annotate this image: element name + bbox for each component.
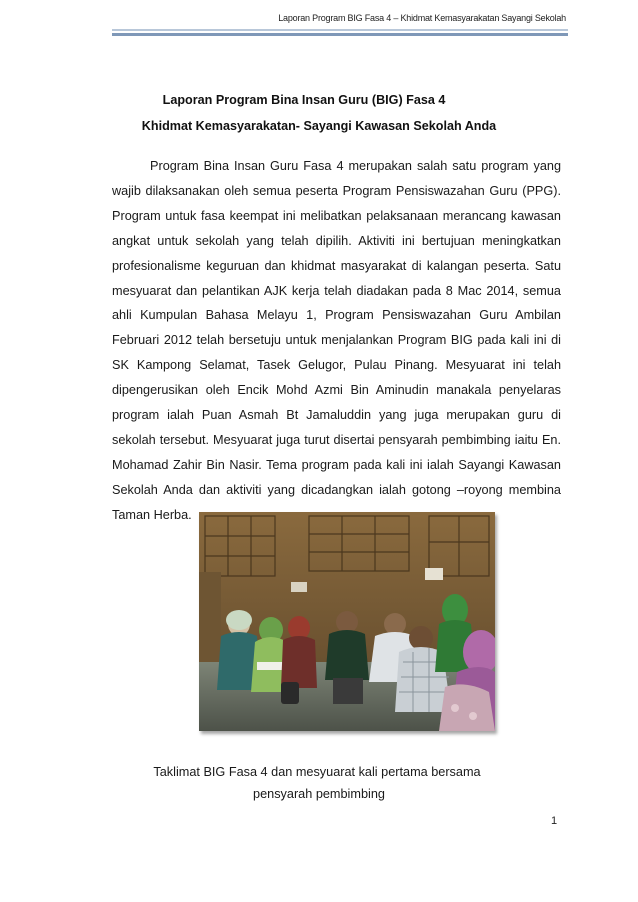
body-paragraph: Program Bina Insan Guru Fasa 4 merupakan salah satu program yang wajib dilaksanakan oleh semua peserta Program Pensiswazahan Guru (PPG). Program untuk fasa keempat ini melibatkan pelaksanaan merancang kawasan angkat untuk sekolah yang telah dipilih. Aktiviti ini bertujuan meningkatkan profesionalisme keguruan dan khidmat masyarakat di kalangan peserta. Satu mesyuarat dan pelantikan AJK kerja telah diadakan pada 8 Mac 2014, semua ahli Kumpulan Bahasa Melayu 1, Program Pensiswazahan Guru Ambilan Februari 2012 telah bersetuju untuk menjalankan Program BIG pada kali ini di SK Kampong Selamat, Tasek Gelugor, Pulau Pinang. Mesyuarat ini telah dipengerusikan oleh Encik Mohd Azmi Bin Aminudin manakala penyelaras program ialah Puan Asmah Bt Jamaluddin yang juga merupakan guru di sekolah tersebut. Mesyuarat juga turut disertai pensyarah pembimbing iaitu En. Mohamad Zahir Bin Nasir. Tema program pada kali ini ialah Sayangi Kawasan Sekolah Anda dan aktiviti yang dicadangkan ialah gotong –royong membina Taman Herba. <box>112 159 561 522</box>
header-rule-thin <box>112 29 568 31</box>
meeting-photo <box>199 512 495 731</box>
figure-caption-line2: pensyarah pembimbing <box>253 787 385 801</box>
document-subtitle: Khidmat Kemasyarakatan- Sayangi Kawasan Sekolah Anda <box>141 119 497 133</box>
figure-caption-line1: Taklimat BIG Fasa 4 dan mesyuarat kali pertama bersama <box>153 765 481 779</box>
page-number: 1 <box>551 815 558 827</box>
running-header: Laporan Program BIG Fasa 4 – Khidmat Kemasyarakatan Sayangi Sekolah <box>278 13 566 23</box>
header-rule-thick <box>112 33 568 36</box>
document-title: Laporan Program Bina Insan Guru (BIG) Fasa 4 <box>162 93 446 107</box>
